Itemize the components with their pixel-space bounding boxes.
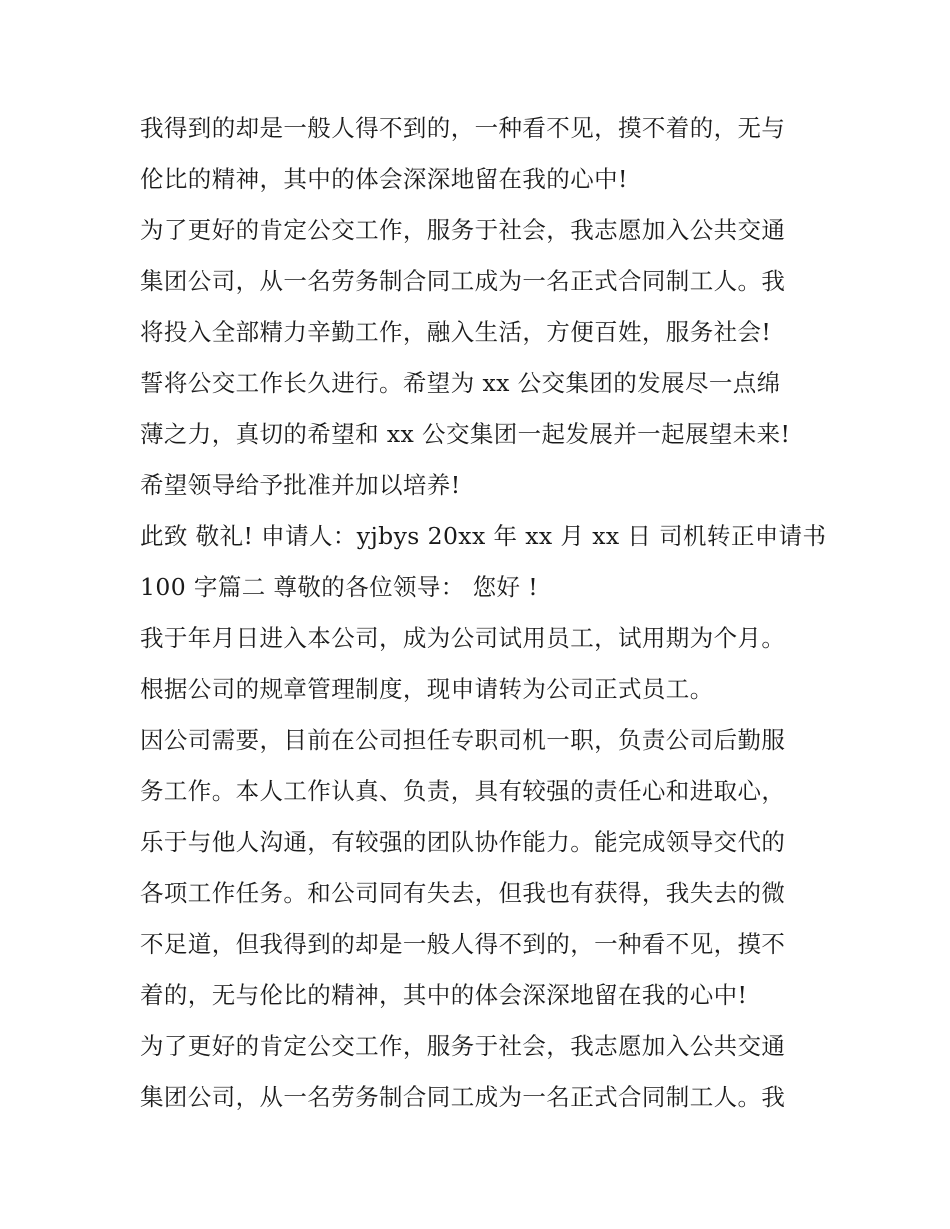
text-line: 我于年月日进入本公司，成为公司试用员工，试用期为个月。	[140, 624, 786, 652]
text-line: 根据公司的规章管理制度，现申请转为公司正式员工。	[140, 675, 714, 703]
text-line: 集团公司，从一名劳务制合同工成为一名正式合同制工人。我	[140, 1083, 786, 1111]
text-line: 乐于与他人沟通，有较强的团队协作能力。能完成领导交代的	[140, 828, 786, 856]
text-line: 务工作。本人工作认真、负责，具有较强的责任心和进取心，	[140, 777, 786, 805]
text-line: 各项工作任务。和公司同有失去，但我也有获得，我失去的微	[140, 879, 786, 907]
text-line: 希望领导给予批准并加以培养!	[140, 471, 461, 499]
text-line: 伦比的精神，其中的体会深深地留在我的心中!	[140, 165, 628, 193]
text-line: 薄之力，真切的希望和 xx 公交集团一起发展并一起展望未来!	[140, 420, 791, 448]
text-line: 誓将公交工作长久进行。希望为 xx 公交集团的发展尽一点绵	[140, 369, 781, 397]
text-line: 100 字篇二 尊敬的各位领导： 您好 !	[140, 573, 539, 601]
text-line: 不足道，但我得到的却是一般人得不到的，一种看不见，摸不	[140, 930, 786, 958]
text-line: 集团公司，从一名劳务制合同工成为一名正式合同制工人。我	[140, 267, 786, 295]
text-line: 为了更好的肯定公交工作，服务于社会，我志愿加入公共交通	[140, 1032, 786, 1060]
text-line: 将投入全部精力辛勤工作，融入生活，方便百姓，服务社会!	[140, 318, 772, 346]
text-line: 我得到的却是一般人得不到的，一种看不见，摸不着的，无与	[140, 114, 786, 142]
text-line: 此致 敬礼! 申请人：yjbys 20xx 年 xx 月 xx 日 司机转正申请书	[140, 522, 827, 550]
text-line: 因公司需要，目前在公司担任专职司机一职，负责公司后勤服	[140, 726, 786, 754]
text-line: 为了更好的肯定公交工作，服务于社会，我志愿加入公共交通	[140, 216, 786, 244]
text-line: 着的，无与伦比的精神，其中的体会深深地留在我的心中!	[140, 981, 748, 1009]
